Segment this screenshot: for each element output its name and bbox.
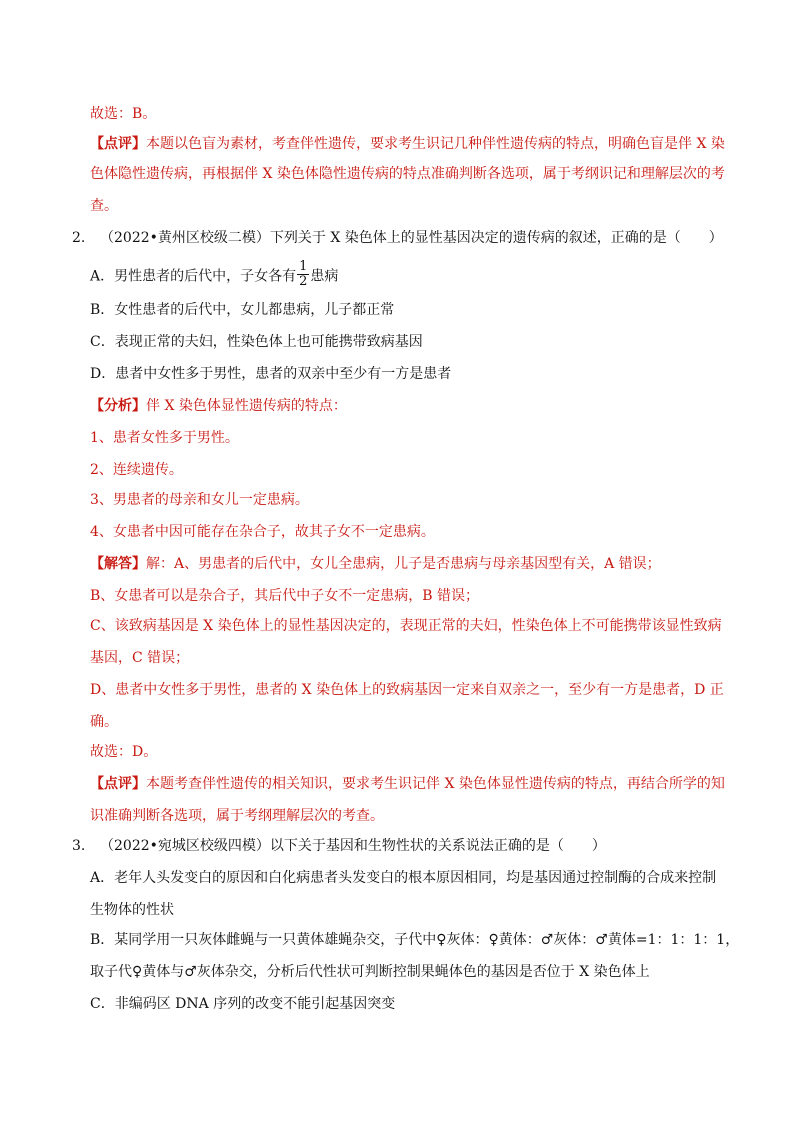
q2-stem: （2022•黄州区校级二模）下列关于 X 染色体上的显性基因决定的遗传病的叙述，正确的是（ ） [100, 230, 723, 246]
q3-number: 3. [72, 838, 86, 854]
q3-option-a-line-2: 生物体的性状 [90, 902, 174, 918]
q3-stem: （2022•宛城区校级四模）以下关于基因和生物性状的关系说法正确的是（ ） [100, 838, 606, 854]
q1-comment-line-1 [90, 134, 750, 154]
q3-option-b-line-1: B．某同学用一只灰体雌蝇与一只黄体雄蝇杂交，子代中♀灰体：♀黄体：♂灰体：♂黄体=1：1：1：1， [90, 932, 740, 948]
q2-solution-tag: 【解答】 [90, 556, 146, 572]
q2-solution-a-text: 解：A、男患者的后代中，女儿全患病，儿子是否患病与母亲基因型有关，A 错误； [146, 556, 661, 572]
q3-option-a-line-1: A．老年人头发变白的原因和白化病患者头发变白的根本原因相同，均是基因通过控制酶的合成来控制 [90, 870, 717, 886]
q2-solution-c-line-1: C、该致病基因是 X 染色体上的显性基因决定的，表现正常的夫妇，性染色体上不可能携带该显性致病 [90, 618, 722, 634]
q2-analysis-point-1: 1、患者女性多于男性。 [90, 430, 239, 446]
q2-comment-line-2: 识准确判断各选项，属于考纲理解层次的考查。 [90, 808, 384, 824]
q2-option-c: C．表现正常的夫妇，性染色体上也可能携带致病基因 [90, 334, 423, 350]
q2-choice: 故选：D。 [90, 744, 158, 760]
fraction-denominator: 2 [299, 274, 308, 289]
q2-solution-b: B、女患者可以是杂合子，其后代中子女不一定患病，B 错误； [90, 588, 480, 604]
fraction-numerator: 1 [299, 259, 308, 274]
q2-solution-d-line-2: 确。 [90, 714, 118, 730]
q2-option-a-suffix: 患病 [310, 268, 339, 285]
q3-option-c: C．非编码区 DNA 序列的改变不能引起基因突变 [90, 996, 396, 1012]
q2-analysis-point-2: 2、连续遗传。 [90, 462, 183, 478]
q2-analysis-point-3: 3、男患者的母亲和女儿一定患病。 [90, 492, 309, 508]
q2-option-a-fraction [297, 260, 309, 289]
q2-analysis-point-4: 4、女患者中因可能存在杂合子，故其子女不一定患病。 [90, 524, 435, 540]
q2-number: 2. [72, 230, 86, 246]
q1-comment-line-3: 查。 [90, 198, 118, 214]
q2-analysis-intro: 伴 X 染色体显性遗传病的特点： [146, 398, 347, 414]
q2-option-b: B．女性患者的后代中，女儿都患病，儿子都正常 [90, 302, 395, 318]
q2-analysis-heading [90, 396, 750, 416]
q2-analysis-tag: 【分析】 [90, 398, 146, 414]
q2-comment-tag: 【点评】 [90, 776, 146, 792]
q2-solution-a [90, 554, 750, 574]
q2-option-a [90, 259, 750, 291]
q2-option-d: D．患者中女性多于男性，患者的双亲中至少有一方是患者 [90, 366, 452, 382]
q2-comment-text: 本题考查伴性遗传的相关知识，要求考生识记伴 X 染色体显性遗传病的特点，再结合所学的知 [146, 776, 725, 792]
q2-option-a-text: A．男性患者的后代中，子女各有 [90, 268, 297, 285]
q1-comment-line-2: 色体隐性遗传病，再根据伴 X 染色体隐性遗传病的特点准确判断各选项，属于考纲识记和理解层次的考 [90, 166, 725, 182]
q2-solution-c-line-2: 基因，C 错误； [90, 650, 190, 666]
q1-choice: 故选：B。 [90, 106, 157, 122]
q2-solution-d-line-1: D、患者中女性多于男性，患者的 X 染色体上的致病基因一定来自双亲之一，至少有一方是患者，D 正 [90, 682, 724, 698]
q3-option-b-line-2: 取子代♀黄体与♂灰体杂交，分析后代性状可判断控制果蝇体色的基因是否位于 X 染色体上 [90, 964, 650, 980]
q1-comment-tag: 【点评】 [90, 136, 146, 152]
q2-comment-line-1 [90, 774, 750, 794]
q1-comment-text: 本题以色盲为素材，考查伴性遗传，要求考生识记几种伴性遗传病的特点，明确色盲是伴 X 染 [146, 136, 725, 152]
